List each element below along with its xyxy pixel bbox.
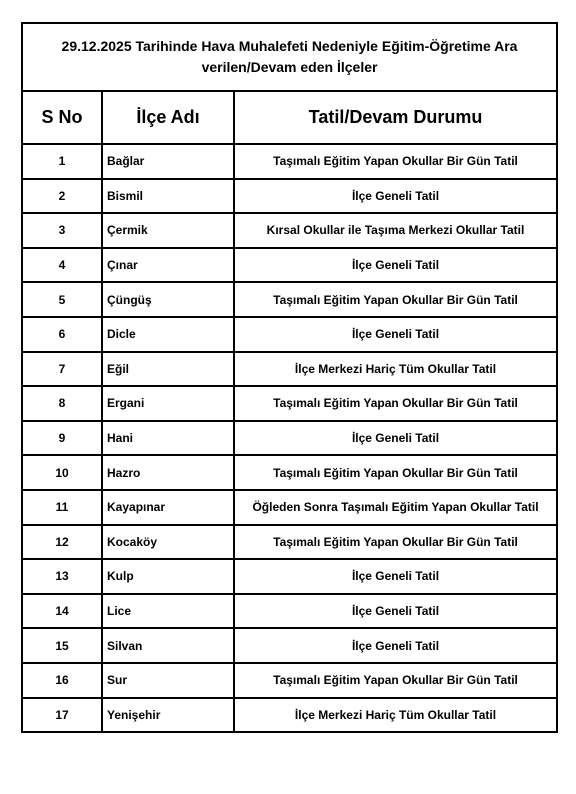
row-status: İlçe Geneli Tatil [234,317,557,352]
row-status: Öğleden Sonra Taşımalı Eğitim Yapan Okullar Tatil [234,490,557,525]
row-status: Taşımalı Eğitim Yapan Okullar Bir Gün Tatil [234,525,557,560]
table-body [22,144,557,732]
row-number: 14 [22,594,102,629]
row-district: Yenişehir [102,698,234,733]
table-row [22,386,557,421]
header-status: Tatil/Devam Durumu [234,91,557,144]
row-number: 1 [22,144,102,179]
row-district: Kayapınar [102,490,234,525]
row-status: Kırsal Okullar ile Taşıma Merkezi Okullar Tatil [234,213,557,248]
row-district: Kulp [102,559,234,594]
row-status: İlçe Geneli Tatil [234,421,557,456]
row-status: İlçe Merkezi Hariç Tüm Okullar Tatil [234,352,557,387]
table-row [22,248,557,283]
table-row [22,179,557,214]
table-row [22,663,557,698]
row-district: Çermik [102,213,234,248]
row-status: İlçe Geneli Tatil [234,179,557,214]
row-number: 3 [22,213,102,248]
table-row [22,455,557,490]
row-status: Taşımalı Eğitim Yapan Okullar Bir Gün Tatil [234,663,557,698]
row-district: Eğil [102,352,234,387]
row-district: Hazro [102,455,234,490]
row-number: 16 [22,663,102,698]
row-status: İlçe Geneli Tatil [234,628,557,663]
row-status: İlçe Geneli Tatil [234,248,557,283]
row-number: 9 [22,421,102,456]
row-district: Lice [102,594,234,629]
row-number: 6 [22,317,102,352]
row-number: 7 [22,352,102,387]
row-number: 5 [22,282,102,317]
header-row [22,91,557,144]
row-number: 15 [22,628,102,663]
row-number: 13 [22,559,102,594]
row-number: 12 [22,525,102,560]
table-row [22,317,557,352]
table-row [22,282,557,317]
row-number: 17 [22,698,102,733]
row-number: 10 [22,455,102,490]
table-row [22,594,557,629]
table-row [22,525,557,560]
row-status: Taşımalı Eğitim Yapan Okullar Bir Gün Tatil [234,144,557,179]
row-district: Dicle [102,317,234,352]
row-number: 11 [22,490,102,525]
table-row [22,144,557,179]
row-district: Çınar [102,248,234,283]
row-number: 2 [22,179,102,214]
header-no: S No [22,91,102,144]
title-row [22,23,557,91]
header-district: İlçe Adı [102,91,234,144]
row-number: 8 [22,386,102,421]
row-district: Bismil [102,179,234,214]
title-line-1: 29.12.2025 Tarihinde Hava Muhalefeti Nedeniyle Eğitim-Öğretime Ara [61,38,518,54]
row-status: Taşımalı Eğitim Yapan Okullar Bir Gün Tatil [234,282,557,317]
table-row [22,421,557,456]
row-district: Ergani [102,386,234,421]
row-district: Silvan [102,628,234,663]
table-row [22,352,557,387]
row-district: Çüngüş [102,282,234,317]
row-status: İlçe Geneli Tatil [234,594,557,629]
table-row [22,628,557,663]
table-row [22,213,557,248]
row-district: Kocaköy [102,525,234,560]
document-title [22,23,557,91]
row-status: Taşımalı Eğitim Yapan Okullar Bir Gün Tatil [234,386,557,421]
row-status: İlçe Geneli Tatil [234,559,557,594]
row-status: Taşımalı Eğitim Yapan Okullar Bir Gün Tatil [234,455,557,490]
title-line-2: verilen/Devam eden İlçeler [201,59,378,75]
district-status-table [21,22,558,733]
document-sheet [21,22,556,733]
table-row [22,490,557,525]
row-district: Sur [102,663,234,698]
table-row [22,559,557,594]
table-row [22,698,557,733]
row-district: Bağlar [102,144,234,179]
row-status: İlçe Merkezi Hariç Tüm Okullar Tatil [234,698,557,733]
row-number: 4 [22,248,102,283]
row-district: Hani [102,421,234,456]
